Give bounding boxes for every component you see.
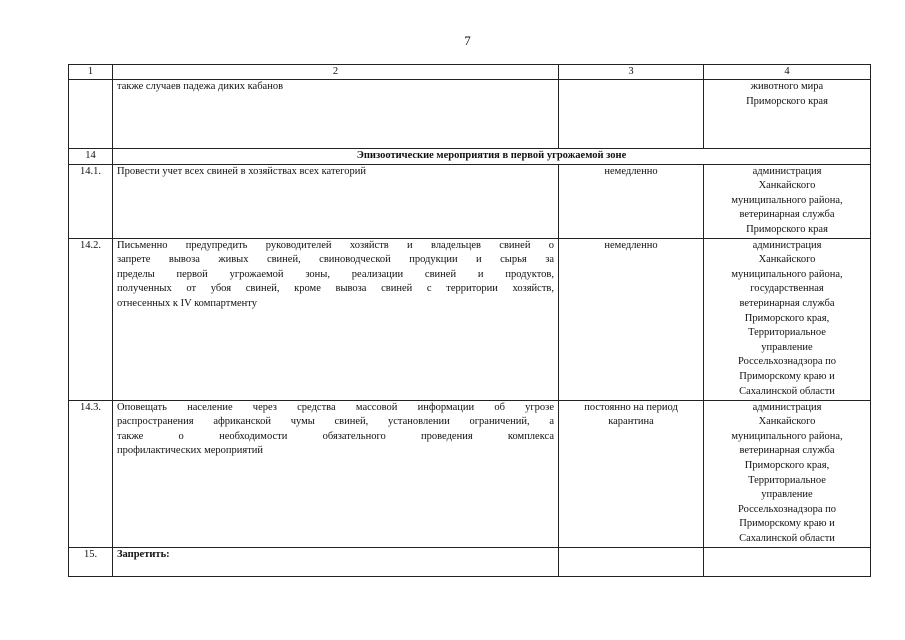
measure-text-cell <box>113 238 559 400</box>
responsible-cell <box>704 80 871 149</box>
row-number-cell: 14 <box>69 149 113 165</box>
table-header-row <box>69 65 871 80</box>
row-number-cell: 14.2. <box>69 238 113 400</box>
measure-text-line: Оповещать население через средства массовой информации об угрозе <box>117 401 554 413</box>
responsible-cell <box>704 400 871 547</box>
responsible-line: администрация <box>752 165 822 177</box>
responsible-line: муниципального района, <box>731 268 843 280</box>
measure-text-line: также о необходимости обязательного проведения комплекса <box>117 430 554 442</box>
responsible-line: управление <box>761 341 813 353</box>
table-row-14-3 <box>69 400 871 547</box>
responsible-cell <box>704 547 871 576</box>
responsible-cell <box>704 238 871 400</box>
responsible-line: Территориальное <box>748 327 826 339</box>
row-number-cell: 15. <box>69 547 113 576</box>
responsible-cell <box>704 164 871 238</box>
row-number-cell: 14.3. <box>69 400 113 547</box>
responsible-line: Приморского края <box>746 223 828 235</box>
responsible-line: Приморскому краю и <box>739 370 835 382</box>
header-cell-2: 2 <box>113 65 559 80</box>
responsible-line: животного мира <box>750 81 824 92</box>
term-cell: немедленно <box>559 238 704 400</box>
term-cell <box>559 547 704 576</box>
responsible-line: ветеринарная служба <box>739 297 835 309</box>
responsible-line: Ханкайского <box>758 416 816 428</box>
responsible-line: Россельхознадзора по <box>738 503 836 515</box>
page-number: 7 <box>464 33 471 48</box>
table-row-section-14 <box>69 149 871 165</box>
responsible-line: Сахалинской области <box>739 385 835 397</box>
header-cell-3: 3 <box>559 65 704 80</box>
measure-text-cell <box>113 400 559 547</box>
term-cell <box>559 400 704 547</box>
responsible-line: муниципального района, <box>731 430 843 442</box>
responsible-line: управление <box>761 489 813 501</box>
responsible-line: Россельхознадзора по <box>738 356 836 368</box>
responsible-line: ветеринарная служба <box>739 445 835 457</box>
measure-text-line: отнесенных к IV компартменту <box>117 297 257 309</box>
measure-text-cell: Запретить: <box>113 547 559 576</box>
responsible-line: Территориальное <box>748 474 826 486</box>
table-row-14-1 <box>69 164 871 238</box>
term-line: карантина <box>608 416 654 428</box>
header-cell-1: 1 <box>69 65 113 80</box>
responsible-line: государственная <box>750 283 824 295</box>
responsible-line: Приморскому краю и <box>739 518 835 530</box>
measure-text-line: запрете вывоза живых свиней, свиноводческой продукции и сырья за <box>117 254 554 266</box>
term-cell <box>559 80 704 149</box>
table-row-continuation <box>69 80 871 149</box>
measure-text-line: профилактических мероприятий <box>117 445 264 457</box>
responsible-line: Приморского края, <box>744 312 830 324</box>
measure-text-line: полученных от убоя свиней, кроме вывоза свиней с территории хозяйств, <box>117 283 554 295</box>
table-row-14-2 <box>69 238 871 400</box>
responsible-line: муниципального района, <box>731 194 843 206</box>
table-row-15 <box>69 547 871 576</box>
measure-text-line: пределы первой угрожаемой зоны, реализации свиней и продуктов, <box>117 268 554 280</box>
measure-text-cell: Провести учет всех свиней в хозяйствах всех категорий <box>113 164 559 238</box>
responsible-line: Ханкайского <box>758 180 816 192</box>
responsible-line: Приморского края, <box>744 459 830 471</box>
responsible-line: ветеринарная служба <box>739 209 835 221</box>
measure-text-line: распространения африканской чумы свиней, установлении ограничений, а <box>117 416 554 428</box>
responsible-line: администрация <box>752 401 822 413</box>
responsible-line: Сахалинской области <box>739 532 835 544</box>
responsible-line: Приморского края <box>746 95 828 107</box>
measure-text-line: Письменно предупредить руководителей хозяйств и владельцев свиней о <box>117 239 554 251</box>
responsible-line: Ханкайского <box>758 254 816 266</box>
responsible-line: администрация <box>752 239 822 251</box>
measure-text-cell: также случаев падежа диких кабанов <box>113 80 559 149</box>
row-number-cell <box>69 80 113 149</box>
term-cell: немедленно <box>559 164 704 238</box>
row-number-cell: 14.1. <box>69 164 113 238</box>
term-line: постоянно на период <box>584 401 678 413</box>
section-title: Эпизоотические мероприятия в первой угрожаемой зоне <box>113 149 871 165</box>
measures-table <box>68 64 871 577</box>
header-cell-4: 4 <box>704 65 871 80</box>
